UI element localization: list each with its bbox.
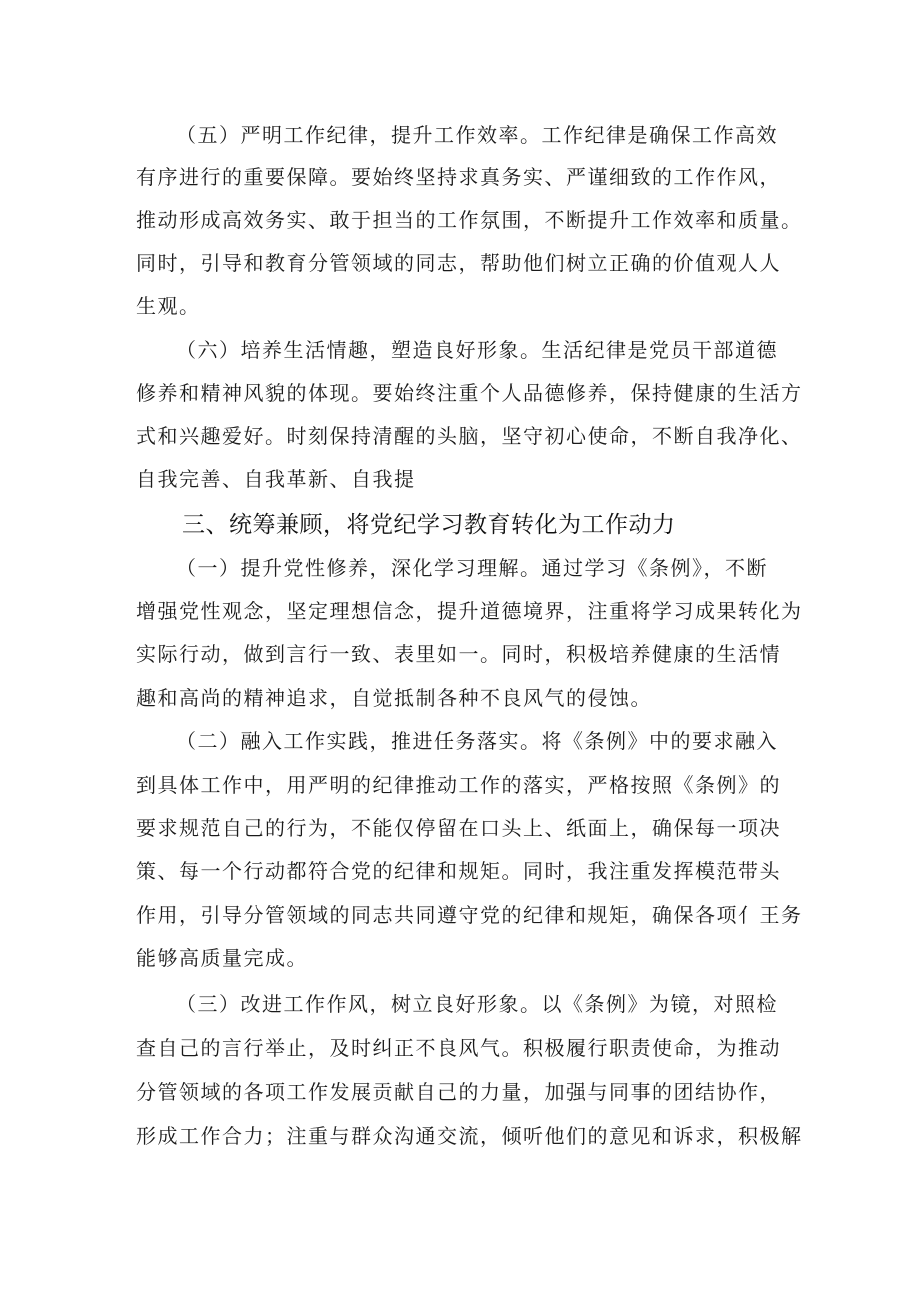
- sub-2-line-1: （二）融入工作实践，推进任务落实。将《条例》中的要求融入: [176, 729, 778, 753]
- sub-3-line-2: 查自己的言行举止，及时纠正不良风气。积极履行职责使命，为推动: [136, 1036, 781, 1060]
- sub-1-line-4: 趣和高尚的精神追求，自觉抵制各种不良风气的侵蚀。: [136, 686, 652, 710]
- sub-1-line-3: 实际行动，做到言行一致、表里如一。同时，积极培养健康的生活情: [136, 642, 781, 666]
- paragraph-6-line-1: （六）培养生活情趣，塑造良好形象。生活纪律是党员干部道德: [176, 338, 778, 362]
- paragraph-5-line-1: （五）严明工作纪律，提升工作效率。工作纪律是确保工作高效: [176, 123, 778, 147]
- sub-2-line-2: 到具体工作中，用严明的纪律推动工作的落实，严格按照《条例》的: [136, 773, 781, 797]
- sub-3-line-3: 分管领域的各项工作发展贡献自己的力量，加强与同事的团结协作，: [136, 1080, 781, 1104]
- section-heading: 三、统筹兼顾，将党纪学习教育转化为工作动力: [182, 512, 676, 538]
- paragraph-6-line-4: 自我完善、自我革新、自我提: [136, 467, 416, 491]
- sub-2-line-3: 要求规范自己的行为，不能仅停留在口头上、纸面上，确保每一项决: [136, 816, 781, 840]
- sub-1-line-1: （一）提升党性修养，深化学习理解。通过学习《条例》，不断: [176, 556, 768, 580]
- paragraph-5-line-5: 生观。: [136, 294, 201, 318]
- sub-2-line-6: 能够高质量完成。: [136, 946, 308, 970]
- paragraph-6-line-2: 修养和精神风貌的体现。要始终注重个人品德修养，保持健康的生活方: [136, 381, 803, 405]
- sub-1-line-2: 增强党性观念，坚定理想信念，提升道德境界，注重将学习成果转化为: [136, 599, 803, 623]
- paragraph-5-line-2: 有序进行的重要保障。要始终坚持求真务实、严谨细致的工作作风，: [136, 165, 781, 189]
- sub-2-line-5: 作用，引导分管领域的同志共同遵守党的纪律和规矩，确保各项亻王务: [136, 903, 803, 927]
- sub-3-line-4: 形成工作合力；注重与群众沟通交流，倾听他们的意见和诉求，积极解: [136, 1124, 803, 1148]
- paragraph-5-line-3: 推动形成高效务实、敢于担当的工作氛围，不断提升工作效率和质量。: [136, 208, 803, 232]
- sub-2-line-4: 策、每一个行动都符合党的纪律和规矩。同时，我注重发挥模范带头: [136, 859, 781, 883]
- paragraph-5-line-4: 同时，引导和教育分管领域的同志，帮助他们树立正确的价值观人人: [136, 251, 781, 275]
- paragraph-6-line-3: 式和兴趣爱好。时刻保持清醒的头脑，坚守初心使命，不断自我净化、: [136, 424, 803, 448]
- sub-3-line-1: （三）改进工作作风，树立良好形象。以《条例》为镜，对照检: [176, 992, 778, 1016]
